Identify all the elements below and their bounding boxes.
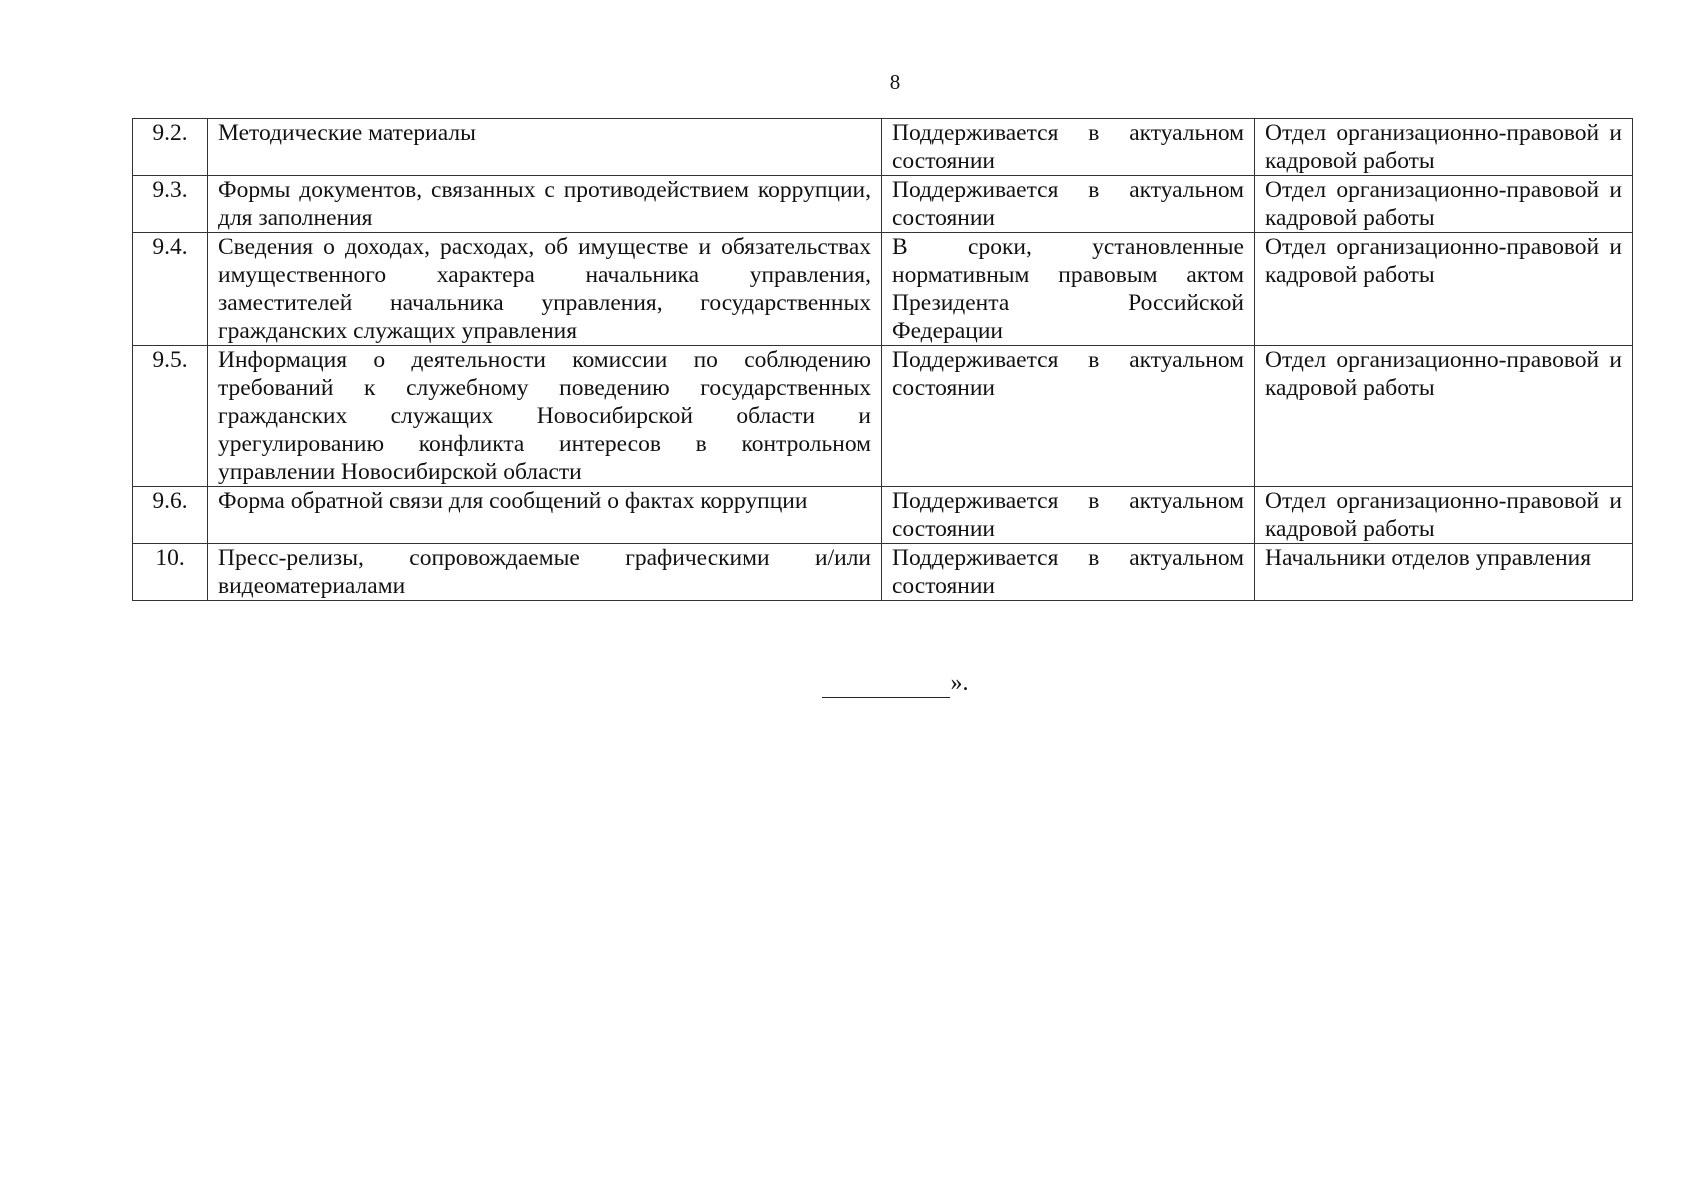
table-row xyxy=(133,346,1633,487)
row-term: В сроки, установленные нормативным правовым актом Президента Российской Федерации xyxy=(882,233,1255,346)
table-row xyxy=(133,176,1633,233)
row-number: 9.3. xyxy=(133,176,208,233)
row-term: Поддерживается в актуальном состоянии xyxy=(882,346,1255,487)
row-title: Методические материалы xyxy=(208,119,882,176)
row-department: Отдел организационно-правовой и кадровой работы xyxy=(1255,487,1633,544)
row-number: 9.6. xyxy=(133,487,208,544)
closing-mark xyxy=(0,668,1697,698)
row-title: Форма обратной связи для сообщений о фактах коррупции xyxy=(208,487,882,544)
row-term: Поддерживается в актуальном состоянии xyxy=(882,544,1255,601)
page-number: 8 xyxy=(889,70,901,94)
table-row xyxy=(133,233,1633,346)
row-department: Отдел организационно-правовой и кадровой работы xyxy=(1255,346,1633,487)
row-term: Поддерживается в актуальном состоянии xyxy=(882,119,1255,176)
signature-line xyxy=(822,671,950,698)
row-department: Отдел организационно-правовой и кадровой работы xyxy=(1255,233,1633,346)
document-table xyxy=(132,118,1633,601)
row-number: 9.2. xyxy=(133,119,208,176)
row-title: Пресс-релизы, сопровождаемые графическими и/или видеоматериалами xyxy=(208,544,882,601)
row-term: Поддерживается в актуальном состоянии xyxy=(882,487,1255,544)
closing-quote: ». xyxy=(950,670,969,696)
row-number: 9.4. xyxy=(133,233,208,346)
row-number: 9.5. xyxy=(133,346,208,487)
row-title: Информация о деятельности комиссии по соблюдению требований к служебному поведению государственных гражданских служащих Новосибирской области и урегулированию конфликта интересов в контрольном управлении Новосибирской области xyxy=(208,346,882,487)
table-row xyxy=(133,544,1633,601)
row-department: Отдел организационно-правовой и кадровой работы xyxy=(1255,176,1633,233)
row-title: Формы документов, связанных с противодействием коррупции, для заполнения xyxy=(208,176,882,233)
table-row xyxy=(133,119,1633,176)
row-number: 10. xyxy=(133,544,208,601)
row-department: Отдел организационно-правовой и кадровой работы xyxy=(1255,119,1633,176)
table-row xyxy=(133,487,1633,544)
row-term: Поддерживается в актуальном состоянии xyxy=(882,176,1255,233)
row-department: Начальники отделов управления xyxy=(1255,544,1633,601)
row-title: Сведения о доходах, расходах, об имуществе и обязательствах имущественного характера начальника управления, заместителей начальника управления, государственных гражданских служащих управления xyxy=(208,233,882,346)
